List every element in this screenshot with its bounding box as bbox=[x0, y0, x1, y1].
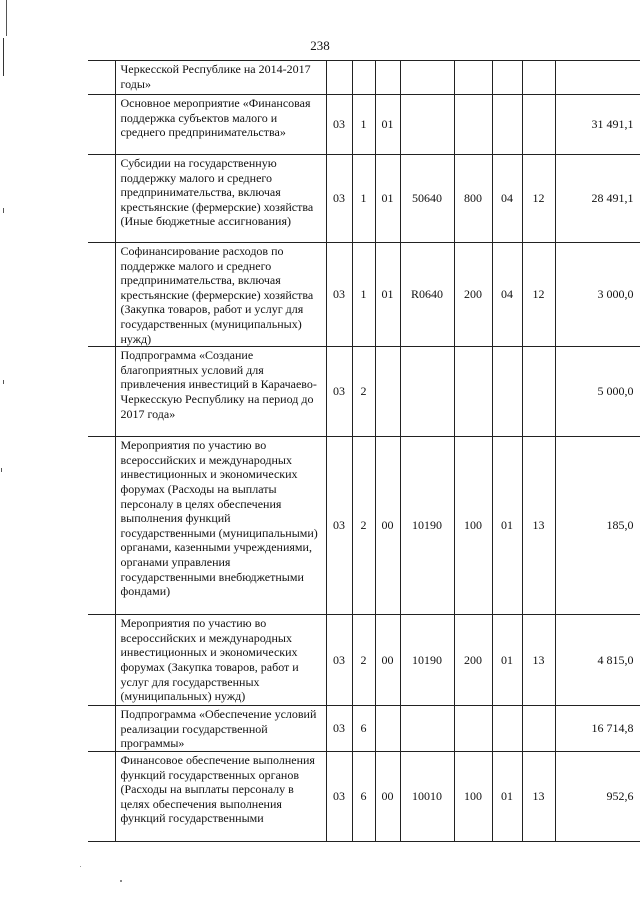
section-code: 03 bbox=[326, 155, 352, 243]
subdivision-code: 13 bbox=[522, 615, 555, 706]
scan-edge-line bbox=[3, 38, 4, 76]
main-event-code: 01 bbox=[375, 95, 400, 155]
expense-type-code: 100 bbox=[454, 437, 492, 615]
subprogram-code: 6 bbox=[352, 751, 375, 841]
expense-type-code bbox=[454, 95, 492, 155]
scan-speck bbox=[1, 468, 2, 472]
expense-type-code: 200 bbox=[454, 615, 492, 706]
division-code: 01 bbox=[492, 437, 522, 615]
expense-type-code bbox=[454, 706, 492, 752]
division-code bbox=[492, 706, 522, 752]
section-code: 03 bbox=[326, 615, 352, 706]
budget-table bbox=[88, 60, 640, 842]
amount bbox=[555, 61, 640, 95]
expense-type-code: 800 bbox=[454, 155, 492, 243]
subprogram-code: 2 bbox=[352, 615, 375, 706]
subprogram-code: 1 bbox=[352, 95, 375, 155]
amount: 5 000,0 bbox=[555, 347, 640, 437]
subdivision-code: 13 bbox=[522, 751, 555, 841]
target-code: 10190 bbox=[400, 615, 454, 706]
section-code: 03 bbox=[326, 243, 352, 347]
row-gutter bbox=[88, 155, 115, 243]
target-code bbox=[400, 706, 454, 752]
subprogram-code: 6 bbox=[352, 706, 375, 752]
table-row bbox=[88, 615, 640, 706]
scan-speck bbox=[120, 880, 122, 882]
expense-type-code bbox=[454, 347, 492, 437]
amount: 28 491,1 bbox=[555, 155, 640, 243]
row-gutter bbox=[88, 61, 115, 95]
section-code bbox=[326, 61, 352, 95]
target-code: R0640 bbox=[400, 243, 454, 347]
division-code: 04 bbox=[492, 243, 522, 347]
amount: 16 714,8 bbox=[555, 706, 640, 752]
division-code: 01 bbox=[492, 615, 522, 706]
subprogram-code: 2 bbox=[352, 437, 375, 615]
amount: 185,0 bbox=[555, 437, 640, 615]
row-gutter bbox=[88, 751, 115, 841]
amount: 4 815,0 bbox=[555, 615, 640, 706]
expense-type-code bbox=[454, 61, 492, 95]
scan-speck bbox=[80, 866, 81, 867]
amount: 31 491,1 bbox=[555, 95, 640, 155]
row-gutter bbox=[88, 615, 115, 706]
subdivision-code: 12 bbox=[522, 155, 555, 243]
scan-speck bbox=[3, 208, 4, 213]
target-code: 10190 bbox=[400, 437, 454, 615]
table-row bbox=[88, 706, 640, 752]
page-number: 238 bbox=[310, 38, 330, 53]
row-gutter bbox=[88, 706, 115, 752]
target-code: 10010 bbox=[400, 751, 454, 841]
main-event-code bbox=[375, 61, 400, 95]
table-row bbox=[88, 347, 640, 437]
expense-type-code: 200 bbox=[454, 243, 492, 347]
section-code: 03 bbox=[326, 95, 352, 155]
subdivision-code bbox=[522, 347, 555, 437]
subdivision-code bbox=[522, 706, 555, 752]
amount: 3 000,0 bbox=[555, 243, 640, 347]
subdivision-code: 13 bbox=[522, 437, 555, 615]
row-gutter bbox=[88, 95, 115, 155]
table-row bbox=[88, 61, 640, 95]
main-event-code bbox=[375, 347, 400, 437]
amount: 952,6 bbox=[555, 751, 640, 841]
subprogram-code: 1 bbox=[352, 155, 375, 243]
section-code: 03 bbox=[326, 706, 352, 752]
row-name: Софинансирование расходов по поддержке малого и среднего предпринимательства, включая крестьянские (фермерские) хозяйства (Закупка товаров, работ и услуг для государственных (муниципальных) нужд) bbox=[115, 243, 326, 347]
row-name: Подпрограмма «Обеспечение условий реализации государственной программы» bbox=[115, 706, 326, 752]
subprogram-code: 1 bbox=[352, 243, 375, 347]
row-name: Основное мероприятие «Финансовая поддержка субъектов малого и среднего предпринимательства» bbox=[115, 95, 326, 155]
scan-speck bbox=[3, 380, 4, 384]
main-event-code bbox=[375, 706, 400, 752]
expense-type-code: 100 bbox=[454, 751, 492, 841]
target-code: 50640 bbox=[400, 155, 454, 243]
main-event-code: 00 bbox=[375, 615, 400, 706]
row-name: Мероприятия по участию во всероссийских и международных инвестиционных и экономических форумах (Закупка товаров, работ и услуг для государственных (муниципальных) нужд) bbox=[115, 615, 326, 706]
row-name: Подпрограмма «Создание благоприятных условий для привлечения инвестиций в Карачаево-Черкесскую Республику на период до 2017 года» bbox=[115, 347, 326, 437]
subdivision-code bbox=[522, 61, 555, 95]
row-name: Финансовое обеспечение выполнения функций государственных органов (Расходы на выплаты персоналу в целях обеспечения выполнения функций государственными bbox=[115, 751, 326, 841]
table-row bbox=[88, 243, 640, 347]
row-name: Мероприятия по участию во всероссийских и международных инвестиционных и экономических форумах (Расходы на выплаты персоналу в целях обеспечения выполнения функций государственными (муниципальными) органами, казенными учреждениями, органами управления государственными внебюджетными фондами) bbox=[115, 437, 326, 615]
table-row bbox=[88, 95, 640, 155]
section-code: 03 bbox=[326, 751, 352, 841]
subdivision-code: 12 bbox=[522, 243, 555, 347]
scan-edge-line-top bbox=[6, 0, 7, 36]
row-name: Субсидии на государственную поддержку малого и среднего предпринимательства, включая крестьянские (фермерские) хозяйства (Иные бюджетные ассигнования) bbox=[115, 155, 326, 243]
table-row bbox=[88, 437, 640, 615]
main-event-code: 00 bbox=[375, 437, 400, 615]
main-event-code: 01 bbox=[375, 155, 400, 243]
main-event-code: 00 bbox=[375, 751, 400, 841]
division-code bbox=[492, 347, 522, 437]
row-gutter bbox=[88, 347, 115, 437]
division-code bbox=[492, 95, 522, 155]
target-code bbox=[400, 95, 454, 155]
division-code: 04 bbox=[492, 155, 522, 243]
division-code: 01 bbox=[492, 751, 522, 841]
target-code bbox=[400, 61, 454, 95]
section-code: 03 bbox=[326, 437, 352, 615]
subprogram-code bbox=[352, 61, 375, 95]
subprogram-code: 2 bbox=[352, 347, 375, 437]
row-gutter bbox=[88, 243, 115, 347]
division-code bbox=[492, 61, 522, 95]
main-event-code: 01 bbox=[375, 243, 400, 347]
row-name: Черкесской Республике на 2014-2017 годы» bbox=[115, 61, 326, 95]
target-code bbox=[400, 347, 454, 437]
section-code: 03 bbox=[326, 347, 352, 437]
table-row bbox=[88, 155, 640, 243]
row-gutter bbox=[88, 437, 115, 615]
subdivision-code bbox=[522, 95, 555, 155]
table-row bbox=[88, 751, 640, 841]
